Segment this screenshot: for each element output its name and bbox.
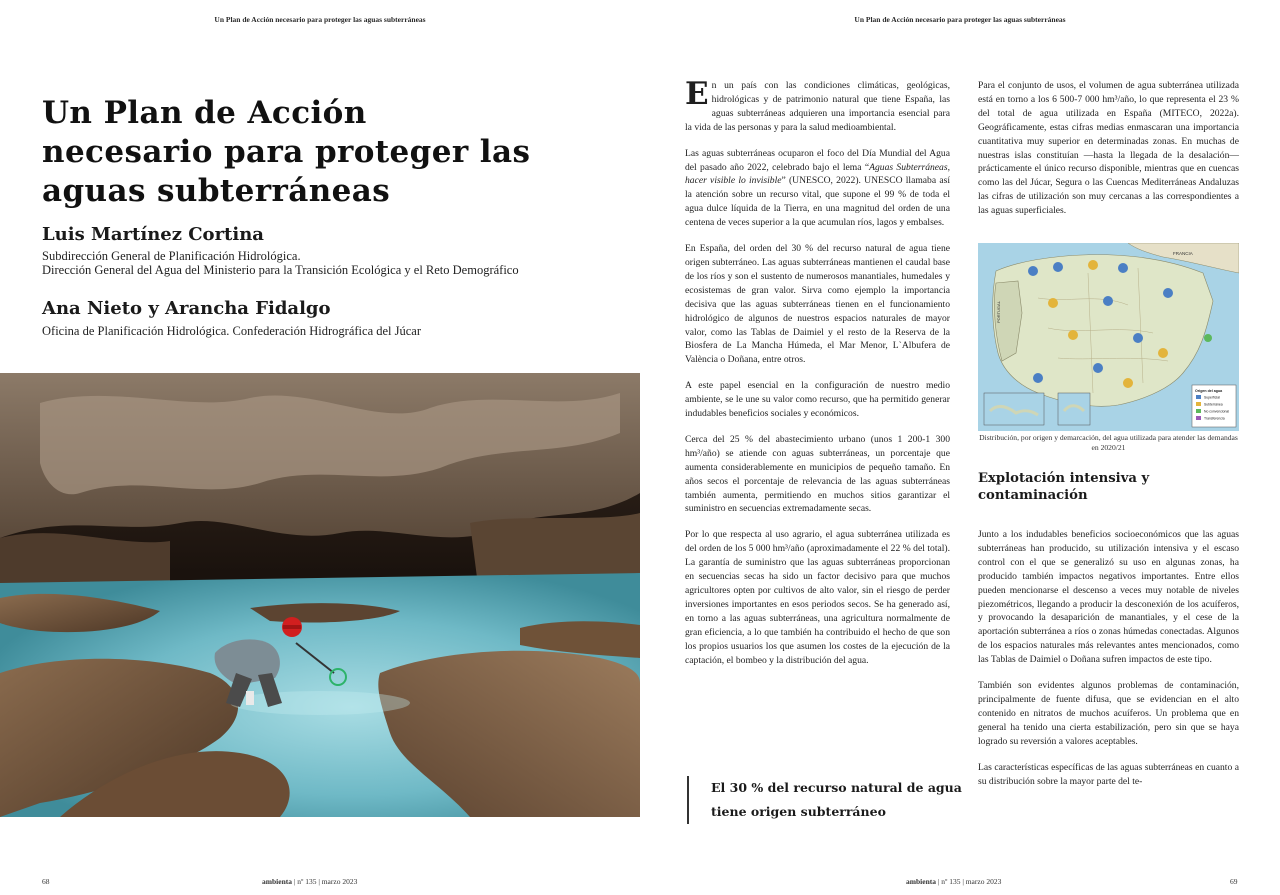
footer-magazine-left: ambienta — [262, 877, 292, 886]
map-legend-title: Origen del agua — [1195, 389, 1223, 393]
title-line-1: Un Plan de Acción — [42, 95, 367, 131]
page-number-right: 69 — [1230, 877, 1238, 886]
article-title — [42, 94, 530, 211]
column-2-top — [978, 79, 1239, 230]
title-line-2: necesario para proteger las — [42, 134, 531, 170]
author-1: Luis Martínez Cortina — [42, 224, 264, 245]
column-1 — [685, 76, 950, 679]
map-legend-item-4: Transferencia — [1204, 416, 1225, 421]
footer-issue-right: | nº 135 | marzo 2023 — [936, 877, 1002, 886]
paragraph-4: A este papel esencial en la configuración de nuestro medio ambiente, se le une su valor como recurso, que ha permitido generar indudables beneficios sociales y económicos. — [685, 380, 950, 420]
map-label-france: FRANCIA — [1173, 251, 1193, 256]
paragraph-3: En España, del orden del 30 % del recurso natural de agua tiene origen subterráneo. Las aguas subterráneas mantienen el caudal base de los ríos y son el sustento de numerosos manantiales, humedales y ecosistemas de gran valor. Sirva como ejemplo la importancia decisiva que las aguas subterráneas tienen en el funcionamiento hidrológico de algunos de nuestros espacios naturales de mayor valor, como las Tablas de Daimiel y el resto de la Reserva de la Biosfera de La Mancha Húmeda, el Mar Menor, L`Albufera de València o Doñana, entre otros. — [685, 243, 950, 366]
title-line-3: aguas subterráneas — [42, 173, 391, 209]
page-number-left: 68 — [42, 877, 50, 886]
map-legend-item-3: No convencional — [1204, 409, 1230, 414]
author-2-affiliation: Oficina de Planificación Hidrológica. Confederación Hidrográfica del Júcar — [42, 324, 422, 338]
paragraph-2-emphasis: Aguas Subterráneas, hacer visible lo invisible — [685, 161, 950, 187]
running-head-right: Un Plan de Acción necesario para proteger las aguas subterráneas — [854, 15, 1066, 24]
paragraph-6: Por lo que respecta al uso agrario, el agua subterránea utilizada es del orden de los 5 000 hm³/año (aproximadamente el 22 % del total). La garantía de suministro que las aguas subterráneas proporcionan en secuencias secas ha sido un factor decisivo para que muchos agricultores opten por cultivos de alto valor, sin el riesgo de perder inversiones importantes en esos periodos secos. Se ha generado así, en torno a las aguas subterráneas, una agricultura normalmente de gran eficiencia, a lo que también ha contribuido el hecho de que son los propios usuarios los que asumen los costes de la ejecución de la captación, el bombeo y la distribución del agua. — [685, 529, 950, 666]
paragraph-10: Las características específicas de las aguas subterráneas en cuanto a su distribución sobre la mayor parte del te- — [978, 761, 1239, 787]
cave-photo — [0, 373, 640, 817]
paragraph-5: Cerca del 25 % del abastecimiento urbano (unos 1 200-1 300 hm³/año) se atiende con aguas subterráneas, un porcentaje que aumenta considerablemente en municipios de pequeño tamaño. En años secos el porcentaje de relevancia de las aguas subterráneas también aumenta, permitiendo en muchos sitios garantizar el suministro en secuencias extremadamente secas. — [685, 433, 950, 515]
footer-magazine-right: ambienta — [906, 877, 936, 886]
paragraph-1-text: n un país con las condiciones climáticas, geológicas, hidrológicas y de patrimonio natural que tiene España, las aguas subterráneas adquieren una importancia esencial para la vida de las personas y para la salud medioambiental. — [685, 80, 950, 133]
author-1-affiliation-line-1: Subdirección General de Planificación Hidrológica. — [42, 249, 301, 263]
paragraph-2-b: ” (UNESCO, 2022). UNESCO llamaba así la atención sobre un recurso vital, que supone el 99 % de toda el agua dulce líquida de la Tierra, en una magnitud del orden de una centena de veces superior a la que acumulan ríos, lagos y embalses. — [685, 175, 950, 229]
author-1-affiliation — [42, 249, 519, 277]
spain-water-map — [978, 243, 1239, 431]
map-label-portugal: PORTUGAL — [996, 301, 1001, 323]
map-legend-item-2: Subterránea — [1204, 402, 1223, 407]
right-page — [640, 0, 1280, 895]
pull-quote: El 30 % del recurso natural de agua tiene origen subterráneo — [687, 776, 971, 824]
paragraph-7: Para el conjunto de usos, el volumen de agua subterránea utilizada está en torno a los 6 500-7 000 hm³/año, lo que representa el 23 % del total de agua utilizada en España (MITECO, 2022a). Geográficamente, estas cifras medias enmascaran una importancia cuantitativa muy superior en determinadas zonas. En muchas de nuestras islas constituían —hasta la llegada de la desalación— prácticamente el único recurso disponible, mientras que en cuencas como las del Júcar, Segura o las Cuencas Mediterráneas Andaluzas las cifras de utilización son muy cercanas a las correspondientes a las aguas superficiales. — [978, 80, 1239, 217]
map-caption: Distribución, por origen y demarcación, del agua utilizada para atender las demandas en 2020/21 — [979, 433, 1238, 452]
section-heading: Explotación intensiva y contaminación — [978, 471, 1150, 503]
drop-cap: E — [685, 76, 709, 112]
paragraph-8: Junto a los indudables beneficios socioeconómicos que las aguas subterráneas han producido, su utilización intensiva y el escaso control con el que se generalizó su uso en algunas zonas, ha producido también impactos negativos importantes. Entre ellos pueden mencionarse el descenso a veces muy notable de niveles piezométricos, llegando a producir la desconexión de los acuíferos, y provocando la desaparición de manantiales, y el cese de la aportación subterránea a ríos o zonas húmedas conectadas. Algunos de los espacios naturales más relevantes antes mencionados, como las Tablas de Daimiel o Doñana sufren impactos de este tipo. — [978, 529, 1239, 666]
column-2-bottom — [978, 528, 1239, 800]
paragraph-1 — [685, 76, 950, 135]
paragraph-9: También son evidentes algunos problemas de contaminación, principalmente de fuente difusa, que se evidencian en el alto contenido en nitratos de muchos acuíferos. Un problema que en general ha tenido una cierta estabilización, pero sin que se haya logrado su reversión a valores aceptables. — [978, 680, 1239, 747]
author-1-affiliation-line-2: Dirección General del Agua del Ministerio para la Transición Ecológica y el Reto Demográfico — [42, 263, 519, 277]
footer-right — [906, 877, 1001, 886]
running-head-left: Un Plan de Acción necesario para proteger las aguas subterráneas — [214, 15, 426, 24]
author-2: Ana Nieto y Arancha Fidalgo — [42, 298, 331, 319]
map-legend-item-1: Superficial — [1204, 395, 1220, 400]
footer-issue-left: | nº 135 | marzo 2023 — [292, 877, 358, 886]
paragraph-2-a: Las aguas subterráneas ocuparon el foco del Día Mundial del Agua del pasado año 2022, celebrado bajo el lema “ — [685, 147, 950, 173]
footer-left — [262, 877, 357, 886]
paragraph-2 — [685, 147, 950, 230]
